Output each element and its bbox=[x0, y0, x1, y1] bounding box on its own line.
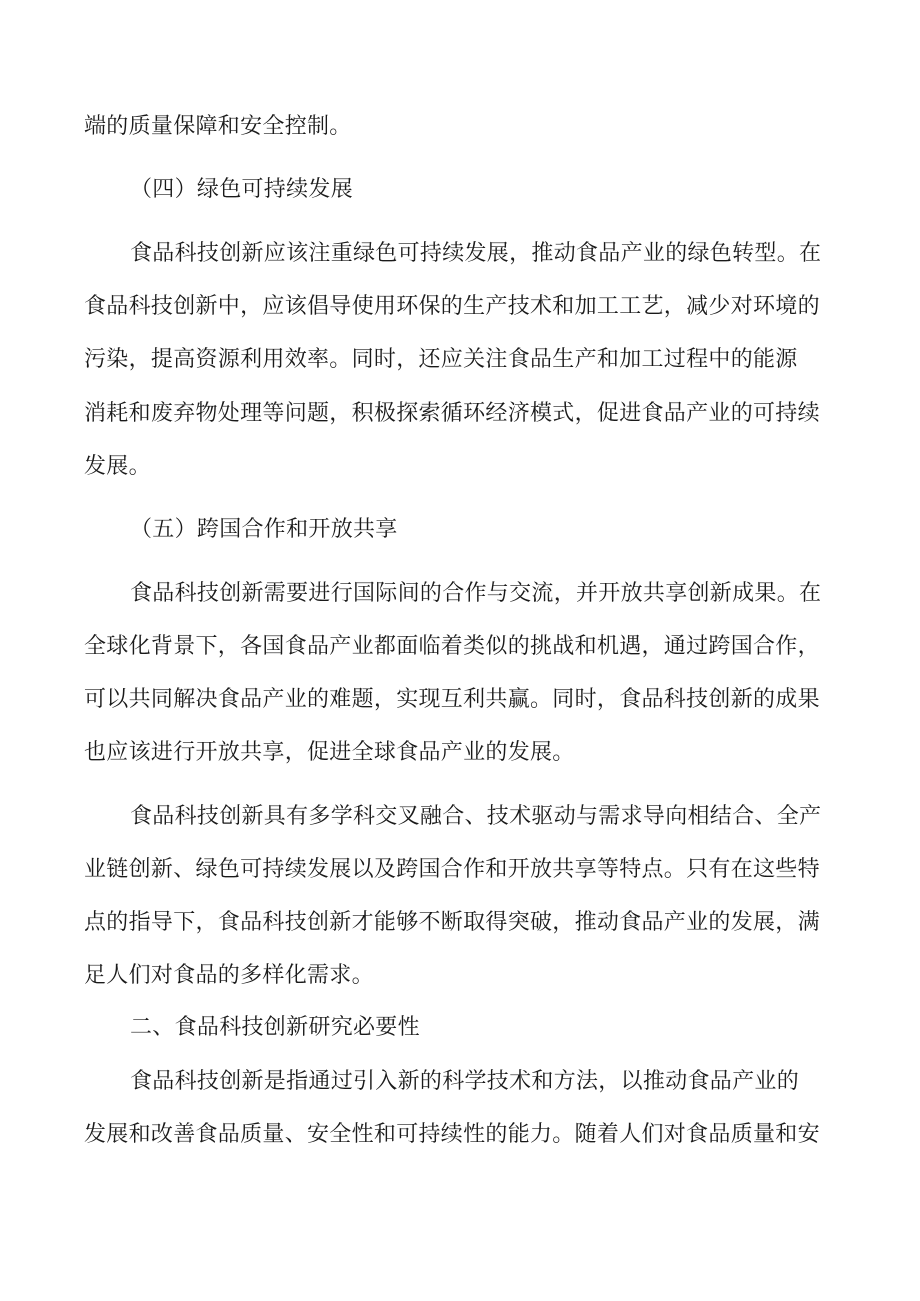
paragraph-line: 足人们对食品的多样化需求。 bbox=[84, 963, 374, 988]
paragraph-line: 食品科技创新中，应该倡导使用环保的生产技术和加工工艺，减少对环境的 bbox=[84, 294, 820, 319]
paragraph-line: 端的质量保障和安全控制。 bbox=[84, 114, 352, 139]
paragraph-line: 也应该进行开放共享，促进全球食品产业的发展。 bbox=[84, 740, 575, 765]
paragraph-line: 发展。 bbox=[84, 454, 151, 479]
paragraph-line-first: 食品科技创新具有多学科交叉融合、技术驱动与需求导向相结合、全产 bbox=[130, 804, 822, 829]
paragraph-line: 全球化背景下，各国食品产业都面临着类似的挑战和机遇，通过跨国合作， bbox=[84, 634, 820, 659]
paragraph-line: 业链创新、绿色可持续发展以及跨国合作和开放共享等特点。只有在这些特 bbox=[84, 857, 820, 882]
paragraph-line: 点的指导下，食品科技创新才能够不断取得突破，推动食品产业的发展，满 bbox=[84, 910, 820, 935]
subsection-heading-five: （五）跨国合作和开放共享 bbox=[130, 517, 398, 542]
paragraph-line: 发展和改善食品质量、安全性和可持续性的能力。随着人们对食品质量和安 bbox=[84, 1122, 820, 1147]
paragraph-line-first: 食品科技创新是指通过引入新的科学技术和方法，以推动食品产业的 bbox=[130, 1069, 800, 1094]
paragraph-line: 污染，提高资源利用效率。同时，还应关注食品生产和加工过程中的能源 bbox=[84, 347, 798, 372]
subsection-heading-four: （四）绿色可持续发展 bbox=[130, 177, 354, 202]
paragraph-line-first: 食品科技创新应该注重绿色可持续发展，推动食品产业的绿色转型。在 bbox=[130, 241, 822, 266]
paragraph-line: 消耗和废弃物处理等问题，积极探索循环经济模式，促进食品产业的可持续 bbox=[84, 401, 820, 426]
paragraph-line-first: 食品科技创新需要进行国际间的合作与交流，并开放共享创新成果。在 bbox=[130, 581, 822, 606]
section-heading-two: 二、食品科技创新研究必要性 bbox=[130, 1015, 420, 1040]
paragraph-line: 可以共同解决食品产业的难题，实现互利共赢。同时，食品科技创新的成果 bbox=[84, 687, 820, 712]
